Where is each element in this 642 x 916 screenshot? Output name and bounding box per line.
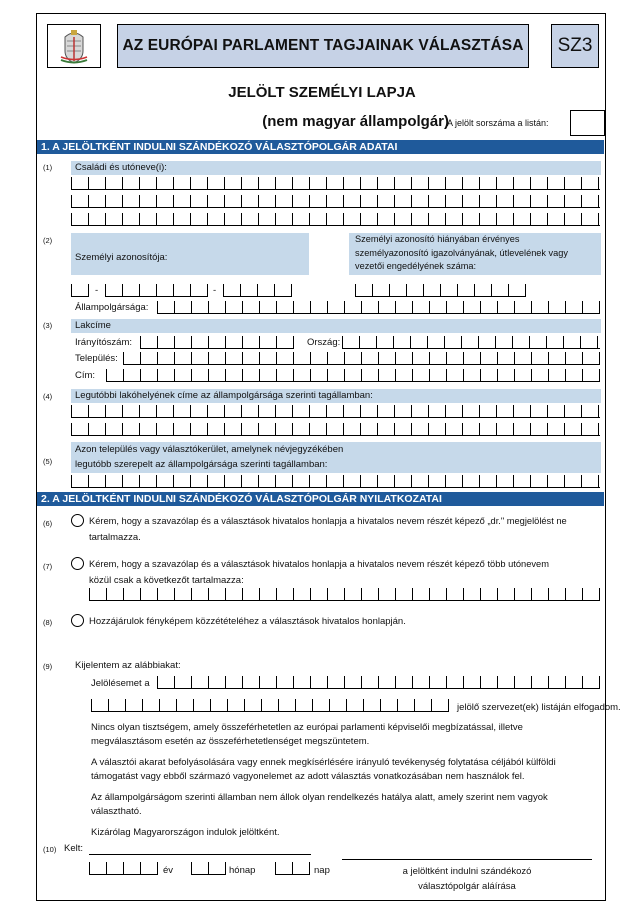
- q2-number: (2): [43, 236, 53, 245]
- q7-radio[interactable]: [71, 557, 84, 570]
- q5-number: (5): [43, 457, 53, 466]
- signature-label-1: a jelöltként indulni szándékozó: [402, 866, 532, 877]
- election-title: AZ EURÓPAI PARLAMENT TAGJAINAK VÁLASZTÁSA: [117, 24, 529, 68]
- last-residence-row-1[interactable]: [71, 405, 600, 418]
- q8-number: (8): [43, 618, 53, 627]
- city-field[interactable]: [123, 352, 600, 365]
- form-page: [36, 13, 621, 901]
- name-field-row-3[interactable]: [71, 213, 600, 226]
- q3-number: (3): [43, 321, 53, 330]
- month-label: hónap: [229, 865, 256, 876]
- signature-label-2: választópolgár aláírása: [418, 881, 516, 892]
- name-label: Családi és utóneve(i):: [75, 162, 167, 173]
- alt-id-field[interactable]: [355, 284, 526, 297]
- declaration-2: A választói akarat befolyásolására vagy ennek megkísérlésére irányuló tevékenység folytatása céljából külföldi támogatást vagy ebből származó vagyonelemet az adott választás vonatkozásában nem használok fel.: [91, 757, 556, 782]
- name-field-row-2[interactable]: [71, 195, 600, 208]
- id-field-1[interactable]: [71, 284, 89, 297]
- nominating-org-field-1[interactable]: [157, 676, 600, 689]
- q6-number: (6): [43, 519, 53, 528]
- street-label: Cím:: [75, 370, 96, 381]
- q9-number: (9): [43, 662, 53, 671]
- year-label: év: [163, 865, 174, 876]
- city-label: Település:: [75, 353, 118, 364]
- form-header: [47, 24, 599, 68]
- accepted-label: jelölő szervezet(ek) listáján elfogadom.: [457, 702, 621, 713]
- first-name-field[interactable]: [89, 588, 600, 601]
- q7-text-1: Kérem, hogy a szavazólap és a választások hivatalos honlapja a hivatalos nevem részét képező több utónevem: [89, 559, 549, 569]
- q8-radio[interactable]: [71, 614, 84, 627]
- declaration-4: Kizárólag Magyarországon indulok jelöltként.: [91, 827, 280, 838]
- citizenship-label: Állampolgársága:: [75, 302, 149, 313]
- id-dash-1: -: [95, 285, 99, 296]
- nominating-org-field-2[interactable]: [91, 699, 449, 712]
- q10-number: (10): [43, 845, 57, 854]
- last-residence-row-2[interactable]: [71, 423, 600, 436]
- day-label: nap: [314, 865, 330, 876]
- dated-label: Kelt:: [64, 843, 84, 854]
- country-label: Ország:: [307, 337, 341, 348]
- q6-text-1: Kérem, hogy a szavazólap és a választások hivatalos honlapja a hivatalos nevem részét képező „dr." megjelölést ne: [89, 516, 567, 526]
- citizenship-field[interactable]: [157, 301, 600, 314]
- serial-number-field[interactable]: [570, 110, 605, 136]
- form-subtitle: (nem magyar állampolgár): [262, 113, 449, 130]
- id-dash-2: -: [213, 285, 217, 296]
- register-field[interactable]: [71, 475, 600, 488]
- q7-text-2: közül csak a következőt tartalmazza:: [89, 575, 244, 586]
- zip-field[interactable]: [140, 336, 294, 349]
- nomination-label: Jelölésemet a: [91, 678, 150, 689]
- place-field[interactable]: [89, 854, 311, 855]
- id-field-2[interactable]: [105, 284, 208, 297]
- zip-label: Irányítószám:: [75, 337, 133, 348]
- street-field[interactable]: [106, 369, 600, 382]
- q6-text-2: tartalmazza.: [89, 532, 141, 543]
- day-field[interactable]: [275, 862, 310, 875]
- declaration-1: Nincs olyan tisztségem, amely összeférhetetlen az európai parlamenti képviselői megbízatással, illetve megválasztásom esetén az összeférhetetlenséget megszüntetem.: [91, 722, 523, 747]
- name-field-row-1[interactable]: [71, 177, 600, 190]
- country-field[interactable]: [342, 336, 600, 349]
- last-residence-label: Legutóbbi lakóhelyének címe az állampolgársága szerinti tagállamban:: [75, 390, 373, 401]
- section-2-header: 2. A JELÖLTKÉNT INDULNI SZÁNDÉKOZÓ VÁLASZTÓPOLGÁR NYILATKOZATAI: [37, 492, 604, 506]
- form-title: JELÖLT SZEMÉLYI LAPJA: [228, 84, 416, 101]
- q7-number: (7): [43, 562, 53, 571]
- q3-band: [71, 319, 601, 333]
- declaration-intro: Kijelentem az alábbiakat:: [75, 660, 181, 671]
- personal-id-label: Személyi azonosítója:: [75, 252, 168, 263]
- alt-id-label: Személyi azonosító hiányában érvényes személyazonosító igazolványának, útlevelének vagy vezetői engedélyének száma:: [355, 234, 568, 271]
- q6-radio[interactable]: [71, 514, 84, 527]
- section-1-header: 1. A JELÖLTKÉNT INDULNI SZÁNDÉKOZÓ VÁLASZTÓPOLGÁR ADATAI: [37, 140, 604, 154]
- q1-number: (1): [43, 163, 53, 172]
- id-field-3[interactable]: [223, 284, 292, 297]
- address-label: Lakcíme: [75, 320, 111, 331]
- q4-number: (4): [43, 392, 53, 401]
- form-code: SZ3: [551, 24, 599, 68]
- declaration-3: Az állampolgárságom szerinti államban nem állok olyan rendelkezés hatálya alatt, amely szerint nem vagyok választható.: [91, 792, 548, 817]
- month-field[interactable]: [191, 862, 226, 875]
- register-label-1: Azon település vagy választókerület, amelynek névjegyzékében: [75, 444, 344, 455]
- year-field[interactable]: [89, 862, 158, 875]
- q8-text: Hozzájárulok fényképem közzétételéhez a választások hivatalos honlapján.: [89, 616, 406, 627]
- signature-line[interactable]: [342, 859, 592, 860]
- coat-of-arms-logo: [47, 24, 101, 68]
- serial-label: A jelölt sorszáma a listán:: [447, 118, 549, 128]
- register-label-2: legutóbb szerepelt az állampolgársága szerinti tagállamban:: [75, 459, 328, 470]
